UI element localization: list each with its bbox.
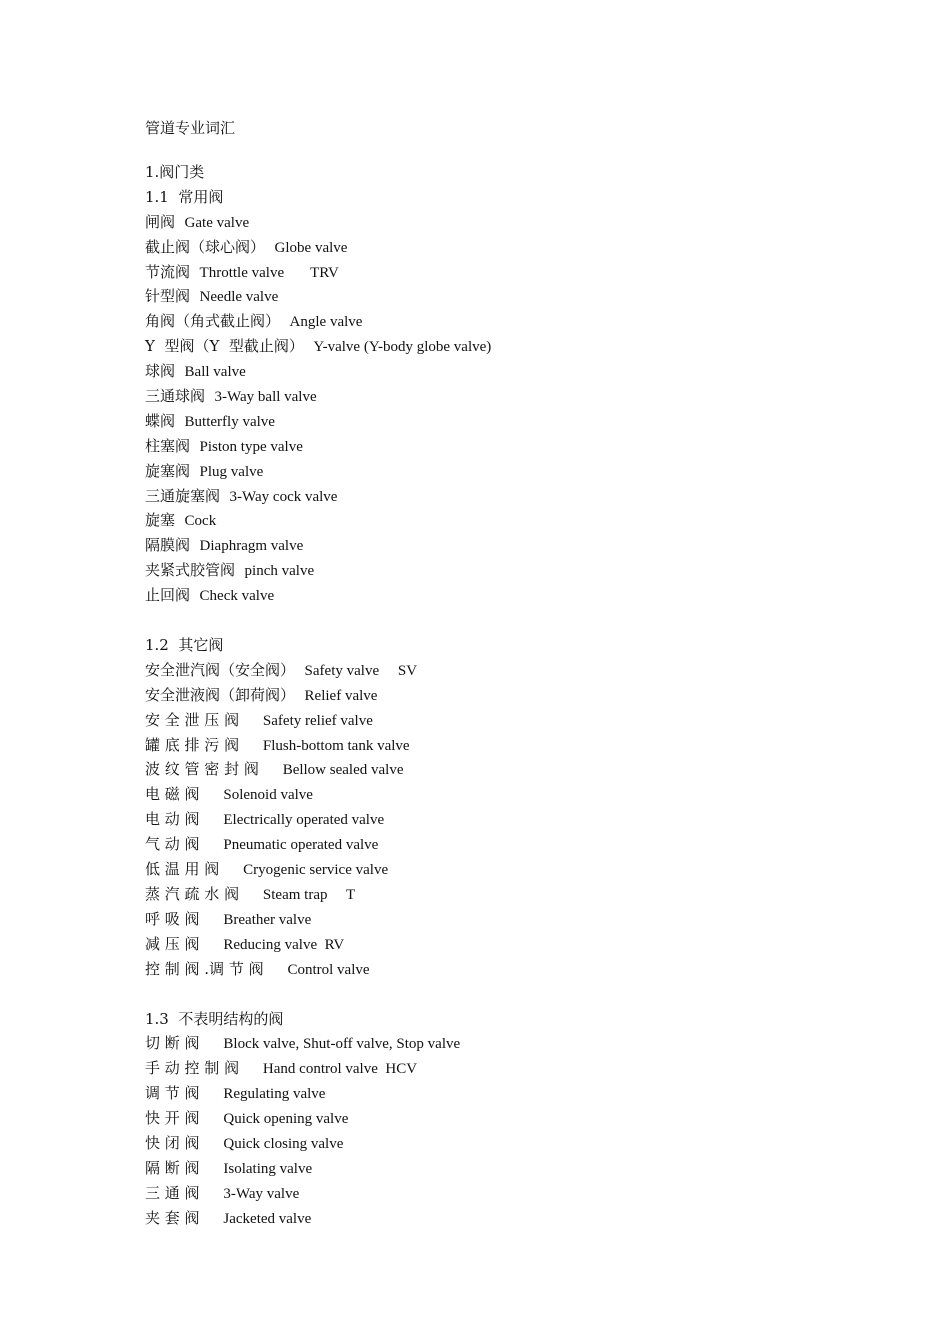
glossary-entry — [145, 658, 905, 683]
glossary-entry — [145, 334, 905, 359]
entry-english-term: Bellow sealed valve — [282, 762, 404, 779]
entry-chinese-term: 旋塞阀 — [145, 461, 200, 480]
entry-english-term: Relief valve — [304, 687, 378, 704]
entry-english-term: Control valve — [287, 961, 370, 978]
entry-english-term: Reducing valve RV — [223, 936, 345, 953]
entry-english-term: Ball valve — [184, 364, 246, 381]
entry-chinese-term: Y 型阀（Y 型截止阀） — [145, 337, 314, 356]
entry-english-term: Flush-bottom tank valve — [262, 737, 410, 754]
entry-english-term: Globe valve — [274, 239, 348, 256]
entry-english-term: Y-valve (Y-body globe valve) — [313, 339, 492, 356]
entry-english-term: Safety valve SV — [304, 662, 418, 679]
glossary-entry — [145, 1206, 905, 1231]
entry-chinese-term: 角阀（角式截止阀） — [145, 312, 290, 331]
section-heading: 1.1 常用阀 — [145, 187, 224, 206]
glossary-entry — [145, 508, 905, 533]
section-unspecified-structure-valves — [145, 1007, 905, 1231]
entry-chinese-term: 波 纹 管 密 封 阀 — [145, 760, 283, 779]
glossary-entry — [145, 957, 905, 982]
entry-chinese-term: 柱塞阀 — [145, 436, 200, 455]
section-heading: 1.3 不表明结构的阀 — [145, 1009, 284, 1028]
entry-english-term: 3-Way ball valve — [214, 389, 317, 406]
glossary-entry — [145, 1031, 905, 1056]
entry-english-term: Plug valve — [199, 463, 264, 480]
section-common-valves — [145, 185, 905, 608]
glossary-entry — [145, 384, 905, 409]
entry-chinese-term: 球阀 — [145, 362, 185, 381]
entry-chinese-term: 低 温 用 阀 — [145, 860, 244, 879]
entry-chinese-term: 控 制 阀 .调 节 阀 — [145, 959, 288, 978]
entry-english-term: Block valve, Shut-off valve, Stop valve — [223, 1036, 461, 1053]
entry-chinese-term: 电 动 阀 — [145, 810, 224, 829]
entry-chinese-term: 截止阀（球心阀） — [145, 237, 275, 256]
glossary-entry — [145, 1181, 905, 1206]
glossary-entry — [145, 1106, 905, 1131]
entry-chinese-term: 切 断 阀 — [145, 1034, 224, 1053]
entry-chinese-term: 手 动 控 制 阀 — [145, 1059, 263, 1078]
glossary-entry — [145, 907, 905, 932]
glossary-entry — [145, 558, 905, 583]
glossary-entry — [145, 484, 905, 509]
entry-chinese-term: 闸阀 — [145, 212, 185, 231]
glossary-entry — [145, 210, 905, 235]
glossary-entry — [145, 1081, 905, 1106]
entry-chinese-term: 夹 套 阀 — [145, 1208, 224, 1227]
document-title: 管道专业词汇 — [145, 119, 236, 137]
glossary-entry — [145, 782, 905, 807]
entry-list — [145, 210, 905, 608]
glossary-entry — [145, 708, 905, 733]
entry-chinese-term: 快 闭 阀 — [145, 1133, 224, 1152]
entry-english-term: Safety relief valve — [262, 712, 373, 729]
entry-english-term: Needle valve — [199, 289, 279, 306]
entry-chinese-term: 针型阀 — [145, 287, 200, 306]
entry-english-term: Quick closing valve — [223, 1135, 344, 1152]
glossary-entry — [145, 683, 905, 708]
entry-english-term: pinch valve — [244, 563, 315, 580]
entry-chinese-term: 蝶阀 — [145, 411, 185, 430]
entry-chinese-term: 安 全 泄 压 阀 — [145, 710, 263, 729]
glossary-entry — [145, 459, 905, 484]
entry-chinese-term: 罐 底 排 污 阀 — [145, 735, 263, 754]
glossary-entry — [145, 583, 905, 608]
glossary-entry — [145, 807, 905, 832]
entry-chinese-term: 隔膜阀 — [145, 536, 200, 555]
entry-chinese-term: 三 通 阀 — [145, 1183, 224, 1202]
entry-english-term: Butterfly valve — [184, 413, 275, 430]
entry-english-term: Quick opening valve — [223, 1111, 349, 1128]
entry-chinese-term: 止回阀 — [145, 586, 200, 605]
entry-chinese-term: 呼 吸 阀 — [145, 909, 224, 928]
entry-chinese-term: 夹紧式胶管阀 — [145, 561, 245, 580]
entry-chinese-term: 调 节 阀 — [145, 1084, 224, 1103]
entry-english-term: Electrically operated valve — [223, 812, 385, 829]
entry-english-term: Isolating valve — [223, 1160, 313, 1177]
entry-list — [145, 1031, 905, 1230]
glossary-entry — [145, 757, 905, 782]
entry-english-term: 3-Way cock valve — [229, 488, 338, 505]
entry-list — [145, 658, 905, 982]
entry-english-term: Throttle valve TRV — [199, 264, 339, 281]
entry-chinese-term: 蒸 汽 疏 水 阀 — [145, 884, 263, 903]
glossary-entry — [145, 409, 905, 434]
glossary-entry — [145, 882, 905, 907]
entry-english-term: Diaphragm valve — [199, 538, 304, 555]
glossary-entry — [145, 284, 905, 309]
entry-english-term: Solenoid valve — [223, 787, 313, 804]
entry-chinese-term: 旋塞 — [145, 511, 185, 530]
entry-english-term: Cock — [184, 513, 217, 530]
glossary-entry — [145, 434, 905, 459]
glossary-entry — [145, 359, 905, 384]
entry-english-term: Pneumatic operated valve — [223, 837, 379, 854]
glossary-entry — [145, 1156, 905, 1181]
entry-english-term: 3-Way valve — [223, 1185, 300, 1202]
entry-chinese-term: 电 磁 阀 — [145, 785, 224, 804]
glossary-entry — [145, 832, 905, 857]
entry-english-term: Jacketed valve — [223, 1210, 312, 1227]
glossary-entry — [145, 533, 905, 558]
glossary-entry — [145, 857, 905, 882]
entry-chinese-term: 安全泄汽阀（安全阀） — [145, 660, 305, 679]
entry-chinese-term: 隔 断 阀 — [145, 1158, 224, 1177]
entry-english-term: Piston type valve — [199, 438, 303, 455]
entry-chinese-term: 三通球阀 — [145, 387, 215, 406]
entry-english-term: Gate valve — [184, 214, 250, 231]
entry-english-term: Angle valve — [289, 314, 363, 331]
entry-chinese-term: 快 开 阀 — [145, 1109, 224, 1128]
document-page — [145, 116, 905, 1256]
glossary-entry — [145, 260, 905, 285]
entry-chinese-term: 节流阀 — [145, 262, 200, 281]
entry-english-term: Hand control valve HCV — [262, 1061, 418, 1078]
glossary-entry — [145, 1056, 905, 1081]
glossary-entry — [145, 235, 905, 260]
entry-english-term: Regulating valve — [223, 1086, 326, 1103]
entry-chinese-term: 减 压 阀 — [145, 934, 224, 953]
section-other-valves — [145, 633, 905, 981]
entry-chinese-term: 三通旋塞阀 — [145, 486, 230, 505]
entry-english-term: Steam trap T — [262, 886, 356, 903]
category-heading: 1.阀门类 — [145, 163, 205, 181]
entry-chinese-term: 安全泄液阀（卸荷阀） — [145, 685, 305, 704]
glossary-entry — [145, 932, 905, 957]
entry-english-term: Check valve — [199, 588, 275, 605]
entry-english-term: Breather valve — [223, 911, 312, 928]
entry-english-term: Cryogenic service valve — [243, 862, 389, 879]
glossary-entry — [145, 1131, 905, 1156]
entry-chinese-term: 气 动 阀 — [145, 835, 224, 854]
glossary-entry — [145, 309, 905, 334]
glossary-entry — [145, 733, 905, 758]
section-heading: 1.2 其它阀 — [145, 636, 224, 655]
